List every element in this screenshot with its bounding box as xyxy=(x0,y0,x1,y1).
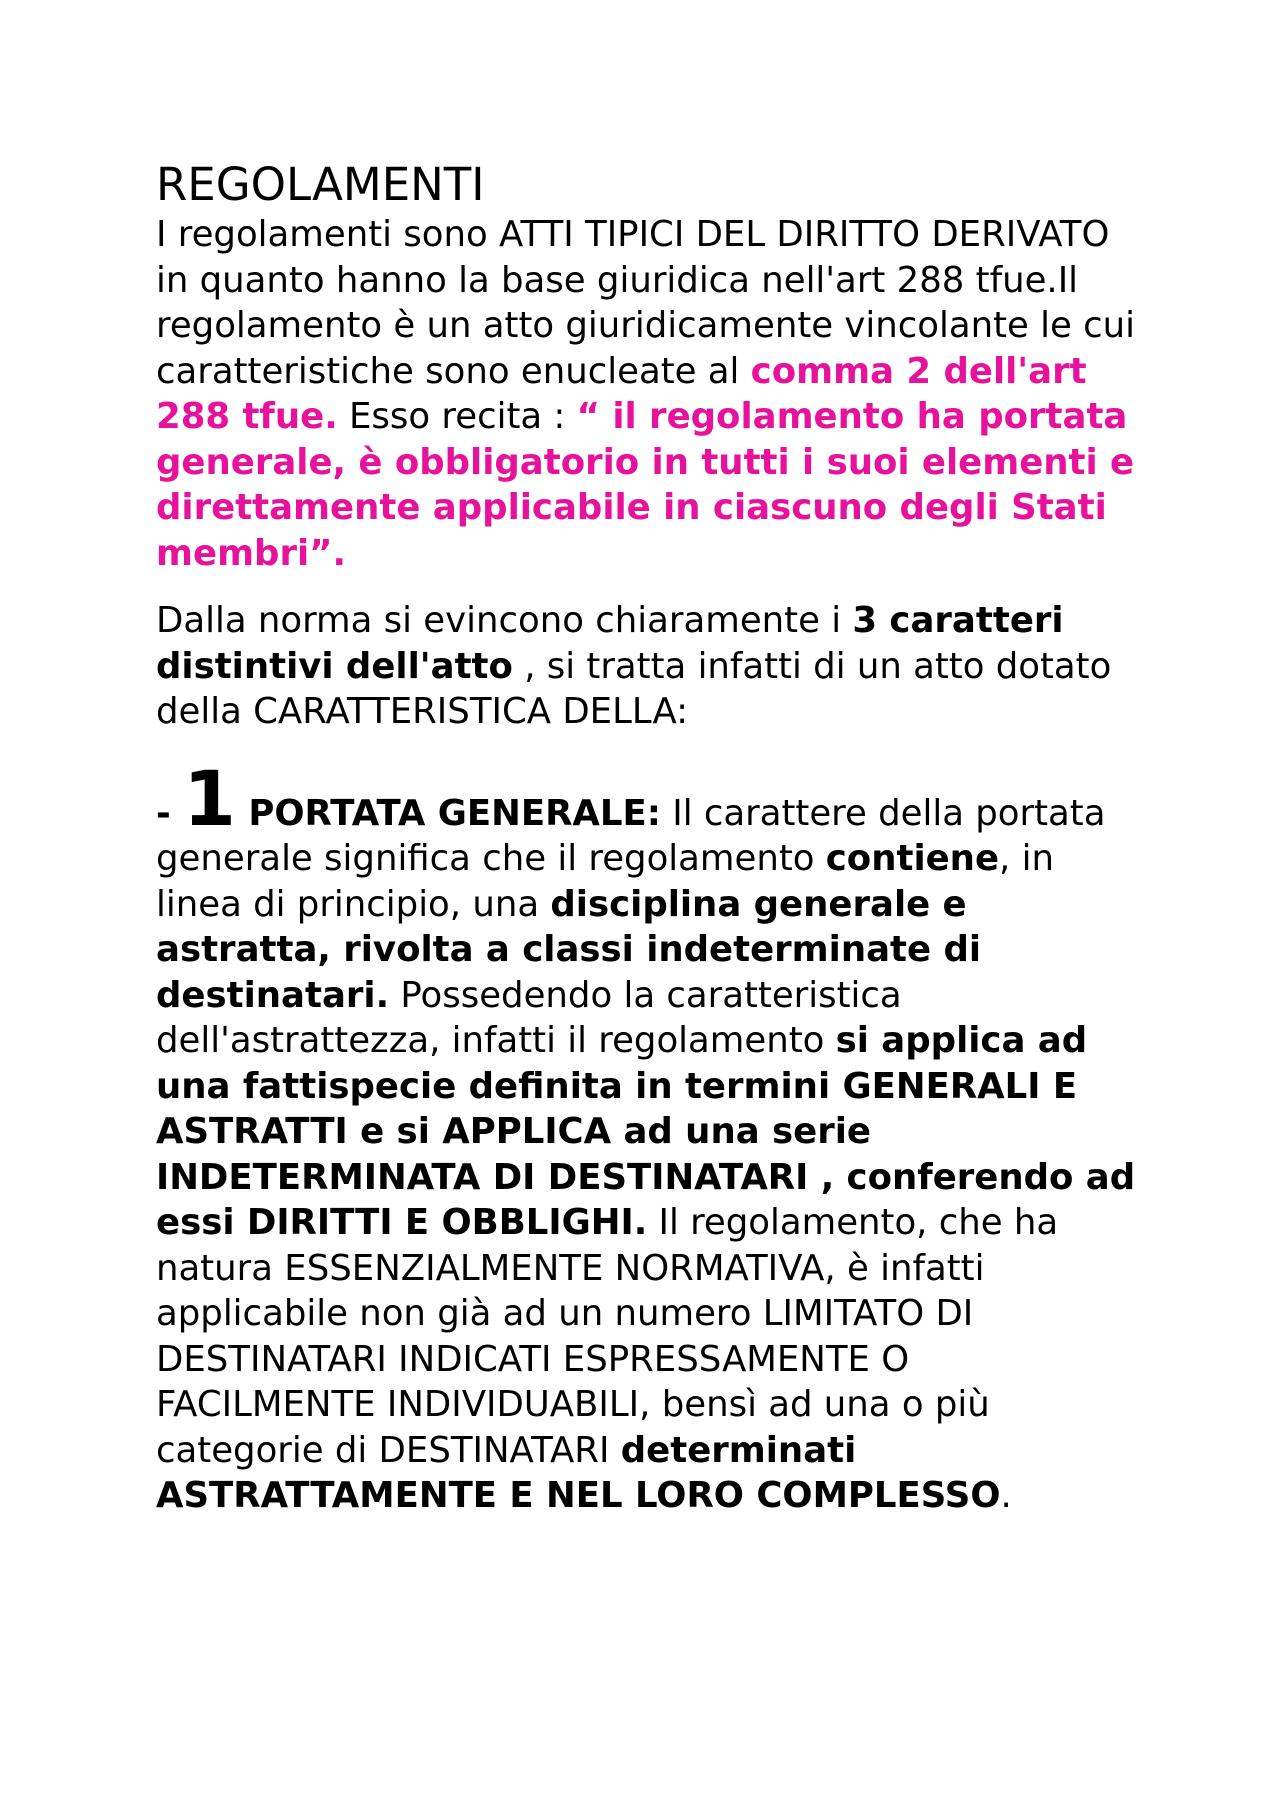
list-number: 1 xyxy=(183,753,236,843)
intro-highlight-1: comma 2 dell'art 288 tfue. xyxy=(156,350,1087,437)
portata-text-5: . xyxy=(1000,1475,1012,1516)
char-text-1: Dalla norma si evincono chiaramente i xyxy=(156,600,853,641)
portata-bold-5: determinati ASTRATTAMENTE E NEL LORO COMPLESSO xyxy=(156,1429,1001,1516)
portata-bold-4: si applica ad una fattispecie definita in termini GENERALI E ASTRATTI e si APPLICA ad una serie INDETERMINATA DI DESTINATARI , conferendo ad essi DIRITTI E OBBLIGHI. xyxy=(156,1020,1136,1243)
paragraph-characteristics xyxy=(156,598,1136,735)
portata-text-3: Possedendo la caratteristica dell'astrattezza, infatti il regolamento xyxy=(156,974,902,1061)
list-dash: - xyxy=(156,792,184,834)
portata-bold-3: disciplina generale e astratta, rivolta a classi indeterminate di destinatari. xyxy=(156,883,982,1016)
intro-text-2: Esso recita : xyxy=(337,396,577,437)
intro-highlight-quote: “ il regolamento ha portata generale, è obbligatorio in tutti i suoi elementi e direttamente applicabile in ciascuno degli Stati membri”. xyxy=(156,396,1135,574)
portata-text-1: Il carattere della portata generale significa che il regolamento xyxy=(156,792,1106,879)
section-heading: PORTATA GENERALE: xyxy=(235,792,661,834)
char-bold-1: 3 caratteri distintivi dell'atto xyxy=(156,600,1064,687)
document-page xyxy=(156,158,1136,1519)
char-text-2: , si tratta infatti di un atto dotato della CARATTERISTICA DELLA: xyxy=(156,645,1112,732)
paragraph-portata-generale xyxy=(156,753,1136,1519)
portata-text-2: , in linea di principio, una xyxy=(156,838,1054,925)
portata-text-4: Il regolamento, che ha natura ESSENZIALMENTE NORMATIVA, è infatti applicabile non già ad un numero LIMITATO DI DESTINATARI INDICATI ESPRESSAMENTE O FACILMENTE INDIVIDUABILI, bensì ad una o più categorie di DESTINATARI xyxy=(156,1202,1059,1471)
page-title: REGOLAMENTI xyxy=(156,158,485,211)
intro-text-1: I regolamenti sono ATTI TIPICI DEL DIRITTO DERIVATO in quanto hanno la base giuridica nell'art 288 tfue.Il regolamento è un atto giuridicamente vincolante le cui caratteristiche sono enucleate al xyxy=(156,214,1136,392)
paragraph-intro xyxy=(156,212,1136,576)
portata-bold-2: contiene xyxy=(825,838,1000,879)
